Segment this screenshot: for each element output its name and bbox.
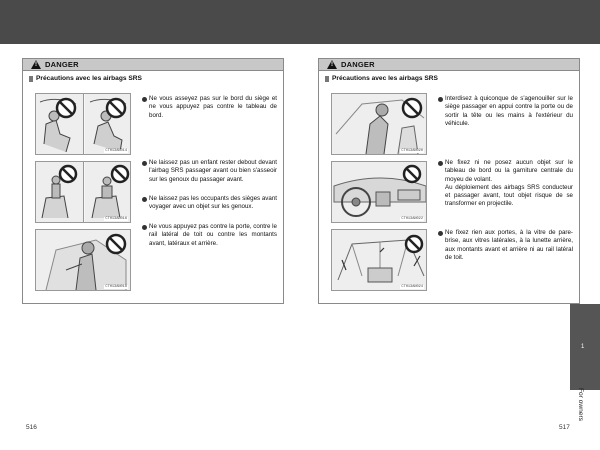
bullet-item: [445, 159, 573, 209]
bullet-text: Ne laissez pas les occupants des sièges avant voyager avec un objet sur les genoux.: [149, 195, 277, 211]
danger-bar: [319, 59, 579, 71]
illustration-drawing: [36, 94, 131, 155]
bullet-text: Ne vous asseyez pas sur le bord du siège et ne vous appuyez pas contre le tableau de bord.: [149, 95, 277, 119]
chapter-tab: [570, 304, 600, 390]
figure-code: CTH13AN024: [401, 285, 423, 289]
illustration-leaning-on-door: [35, 229, 131, 291]
figure-code: CTH13AN022: [401, 217, 423, 221]
illustration-dashboard-objects: [331, 161, 427, 223]
prohibited-icon: [107, 235, 125, 253]
bullet-text: Ne fixez rien aux portes, à la vitre de pare-brise, aux vitres latérales, à la lunette arrière, aux montants avant et arrière ni au rail latéral de toit.: [445, 229, 573, 261]
section-title-text: Précautions avec les airbags SRS: [332, 75, 438, 82]
bullet-dot-icon: [142, 225, 147, 230]
bullet-extra-text: Au déploiement des airbags SRS conducteur et passager avant, tout objet risque de se transformer en projectile.: [445, 183, 573, 208]
bullet-item: [149, 223, 277, 248]
danger-label: DANGER: [45, 60, 79, 69]
right-page-number: 517: [559, 424, 570, 431]
figure-code: CTH13AN020: [401, 149, 423, 153]
illustration-drawing: [332, 230, 427, 291]
prohibited-icon: [406, 236, 422, 252]
section-square-icon: [325, 76, 329, 82]
bullet-text: Ne laissez pas un enfant rester debout devant l'airbag SRS passager avant ou bien s'asseoir sur les genoux du passager avant.: [149, 159, 277, 183]
illustration-drawing: [36, 230, 131, 291]
chapter-number: 1: [581, 344, 585, 350]
bullet-dot-icon: [142, 97, 147, 102]
bullet-dot-icon: [438, 161, 443, 166]
bullet-item: [149, 159, 277, 184]
danger-bar: [23, 59, 283, 71]
figure-code: CTH13AN014: [105, 149, 127, 153]
section-title: [325, 75, 579, 82]
illustration-kneeling-passenger: [331, 93, 427, 155]
illustration-windows-pillars: [331, 229, 427, 291]
top-header-bar: [0, 0, 600, 44]
prohibited-icon: [57, 99, 75, 117]
illustration-drawing: [332, 162, 427, 223]
illustration-child-passenger: [35, 161, 131, 223]
bullet-item: [149, 95, 277, 120]
danger-label: DANGER: [341, 60, 375, 69]
prohibited-icon: [112, 166, 128, 182]
bullet-item: [445, 95, 573, 128]
section-title-text: Précautions avec les airbags SRS: [36, 75, 142, 82]
bullet-item: [149, 195, 277, 212]
warning-triangle-icon: !: [327, 60, 337, 69]
bullet-dot-icon: [438, 97, 443, 102]
section-title: [29, 75, 283, 82]
illustration-seat-edge: [35, 93, 131, 155]
figure-code: CTH13AN018: [105, 285, 127, 289]
bullet-item: [445, 229, 573, 262]
left-danger-box: [22, 58, 284, 304]
prohibited-icon: [60, 166, 76, 182]
section-square-icon: [29, 76, 33, 82]
illustration-drawing: [36, 162, 131, 223]
right-danger-box: [318, 58, 580, 304]
prohibited-icon: [404, 166, 420, 182]
bullet-text: Ne fixez ni ne posez aucun objet sur le tableau de bord ou la garniture centrale du moyeu de volant.: [445, 159, 573, 183]
bullet-text: Interdisez à quiconque de s'agenouiller sur le siège passager en appui contre la porte ou de sortir la tête ou les mains à l'extérieur du véhicule.: [445, 95, 573, 127]
bullet-dot-icon: [142, 161, 147, 166]
bullet-text: Ne vous appuyez pas contre la porte, contre le rail latéral de toit ou contre les montants avant, latéraux et arrière.: [149, 223, 277, 247]
warning-triangle-icon: !: [31, 60, 41, 69]
prohibited-icon: [403, 99, 421, 117]
prohibited-icon: [107, 99, 125, 117]
bullet-dot-icon: [438, 231, 443, 236]
bullet-dot-icon: [142, 197, 147, 202]
left-page-number: 516: [26, 424, 37, 431]
figure-code: CTH13AN016: [105, 217, 127, 221]
chapter-label: For owners: [577, 388, 584, 421]
illustration-drawing: [332, 94, 427, 155]
